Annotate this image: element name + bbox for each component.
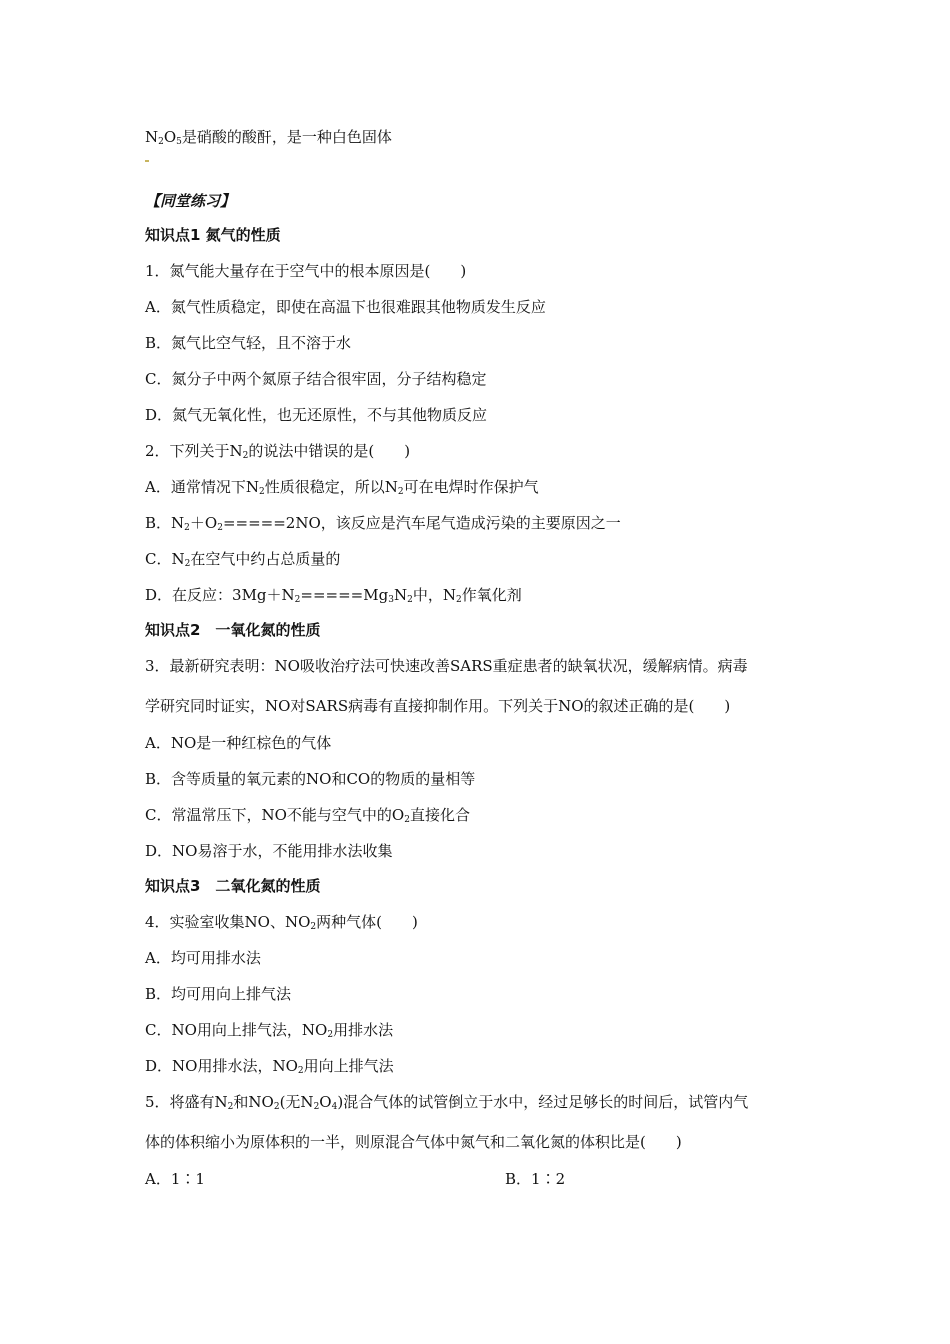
q1-option-a: A．氮气性质稳定，即使在高温下也很难跟其他物质发生反应 [145,298,546,316]
q1-stem: 1．氮气能大量存在于空气中的根本原因是( ) [145,262,467,280]
knowledge-point-1: 知识点1 氮气的性质 [145,226,281,244]
q2-option-d: D．在反应：$3Mg+N_2=====Mg_3N_2$中，$N_2$作氧化剂 [145,586,522,605]
q3-option-d: D．NO易溶于水，不能用排水法收集 [145,842,393,860]
q3-stem-line2: 学研究同时证实，NO对SARS病毒有直接抑制作用。下列关于NO的叙述正确的是( ) [145,697,731,715]
q2-option-b: B．$N_2+O_2=====2NO$，该反应是汽车尾气造成污染的主要原因之一 [145,514,621,533]
q4-option-d: D．NO用排水法，$NO_2$用向上排气法 [145,1057,394,1076]
q4-option-b: B．均可用向上排气法 [145,985,292,1003]
section-title: 【同堂练习】 [145,192,236,210]
q3-option-a: A．NO是一种红棕色的气体 [145,734,332,752]
q4-stem: 4．实验室收集NO、$NO_2$两种气体( ) [145,913,418,932]
q4-option-c: C．NO用向上排气法，$NO_2$用排水法 [145,1021,394,1040]
q5-option-a: A．1∶1 [145,1170,205,1188]
q3-option-c: C．常温常压下，NO不能与空气中的$O_2$直接化合 [145,806,470,825]
q3-stem-line1: 3．最新研究表明：NO吸收治疗法可快速改善SARS重症患者的缺氧状况，缓解病情。病毒 [145,657,748,675]
q1-option-d: D．氮气无氧化性，也无还原性，不与其他物质反应 [145,406,488,424]
edit-mark [145,160,149,162]
q1-option-c: C．氮分子中两个氮原子结合很牢固，分子结构稳定 [145,370,487,388]
q5-option-b: B．1∶2 [505,1170,566,1188]
q3-option-b: B．含等质量的氧元素的NO和CO的物质的量相等 [145,770,476,788]
q2-stem: 2．下列关于$N_2$的说法中错误的是( ) [145,442,411,461]
knowledge-point-3: 知识点3 二氧化氮的性质 [145,877,321,895]
q1-option-b: B．氮气比空气轻，且不溶于水 [145,334,352,352]
q2-option-a: A．通常情况下$N_2$性质很稳定，所以$N_2$可在电焊时作保护气 [145,478,539,497]
q5-options [145,1169,566,1189]
q2-option-c: C．$N_2$在空气中约占总质量的 [145,550,341,569]
intro-text: $N_2O_5$是硝酸的酸酐，是一种白色固体 [145,128,392,147]
q5-stem-line1: 5．将盛有$N_2$和$NO_2$(无$N_2O_4$)混合气体的试管倒立于水中，经过足够长的时间后，试管内气 [145,1093,749,1112]
q4-option-a: A．均可用排水法 [145,949,261,967]
knowledge-point-2: 知识点2 一氧化氮的性质 [145,621,321,639]
q5-stem-line2: 体的体积缩小为原体积的一半，则原混合气体中氮气和二氧化氮的体积比是( ) [145,1133,682,1151]
